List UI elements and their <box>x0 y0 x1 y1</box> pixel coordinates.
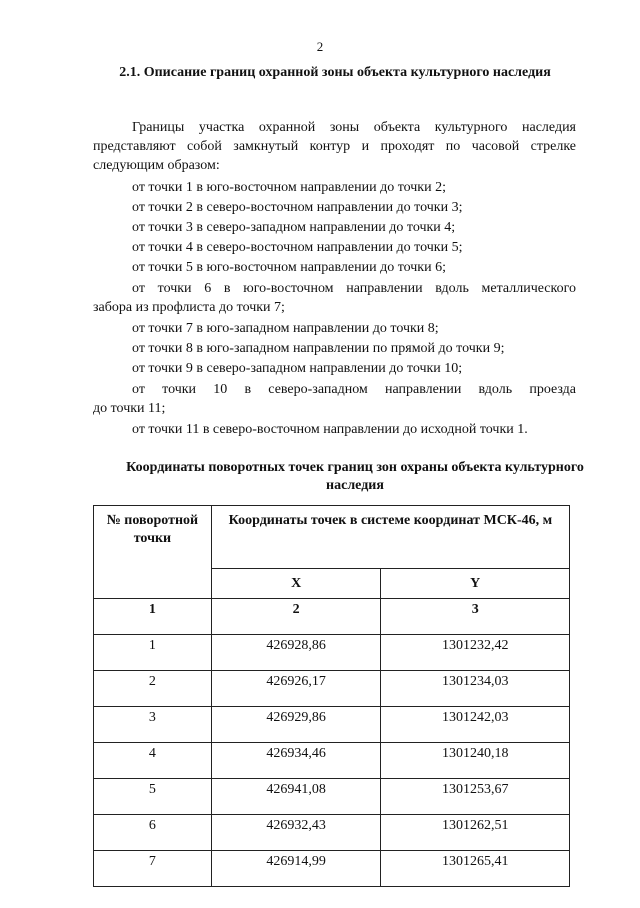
route-line: от точки 9 в северо-западном направлении до точки 10; <box>132 361 463 376</box>
y-cell: 1301265,41 <box>381 851 570 887</box>
section-title: 2.1. Описание границ охранной зоны объекта культурного наследия <box>119 65 551 80</box>
y-cell: 1301234,03 <box>381 671 570 707</box>
y-cell: 1301240,18 <box>381 743 570 779</box>
point-number-cell: 6 <box>94 815 212 851</box>
route-line: от точки 8 в юго-западном направлении по прямой до точки 9; <box>132 341 505 356</box>
y-cell: 1301232,42 <box>381 635 570 671</box>
x-cell: 426929,86 <box>211 707 381 743</box>
route-line: от точки 4 в северо-восточном направлении до точки 5; <box>132 240 463 255</box>
table-row <box>94 635 570 671</box>
x-cell: 426934,46 <box>211 743 381 779</box>
route-line: до точки 11; <box>93 401 166 416</box>
route-line: от точки 7 в юго-западном направлении до точки 8; <box>132 321 439 336</box>
column-number: 3 <box>381 599 570 635</box>
col-header-coordinates: Координаты точек в системе координат МСК-46, м <box>211 506 569 569</box>
point-number-cell: 3 <box>94 707 212 743</box>
point-number-cell: 4 <box>94 743 212 779</box>
route-line: забора из профлиста до точки 7; <box>93 300 285 315</box>
table-row <box>94 743 570 779</box>
x-cell: 426928,86 <box>211 635 381 671</box>
route-line: от точки 2 в северо-восточном направлении до точки 3; <box>132 200 463 215</box>
table-row <box>94 671 570 707</box>
route-line: от точки 6 в юго-восточном направлении вдоль металлического <box>132 281 576 296</box>
col-header-x: X <box>211 569 381 599</box>
table-row <box>94 851 570 887</box>
route-line: от точки 3 в северо-западном направлении до точки 4; <box>132 220 456 235</box>
table-row <box>94 779 570 815</box>
intro-line-3: следующим образом: <box>93 158 220 173</box>
route-line: от точки 1 в юго-восточном направлении до точки 2; <box>132 180 446 195</box>
route-line: от точки 10 в северо-западном направлении вдоль проезда <box>132 382 576 397</box>
intro-line-2: представляют собой замкнутый контур и проходят по часовой стрелке <box>93 139 576 154</box>
point-number-cell: 5 <box>94 779 212 815</box>
route-line: от точки 5 в юго-восточном направлении до точки 6; <box>132 260 446 275</box>
table-row <box>94 815 570 851</box>
table-row <box>94 707 570 743</box>
x-cell: 426914,99 <box>211 851 381 887</box>
y-cell: 1301242,03 <box>381 707 570 743</box>
column-number: 1 <box>94 599 212 635</box>
col-header-y: Y <box>381 569 570 599</box>
column-number: 2 <box>211 599 381 635</box>
y-cell: 1301262,51 <box>381 815 570 851</box>
route-line: от точки 11 в северо-восточном направлении до исходной точки 1. <box>132 422 528 437</box>
page-number: 2 <box>316 39 324 54</box>
intro-line-1: Границы участка охранной зоны объекта культурного наследия <box>132 120 576 135</box>
x-cell: 426932,43 <box>211 815 381 851</box>
table-title: Координаты поворотных точек границ зон охраны объекта культурного наследия <box>126 460 584 493</box>
coordinates-table <box>93 505 570 887</box>
x-cell: 426926,17 <box>211 671 381 707</box>
point-number-cell: 1 <box>94 635 212 671</box>
col-header-point-number: № поворотной точки <box>94 506 212 599</box>
x-cell: 426941,08 <box>211 779 381 815</box>
point-number-cell: 7 <box>94 851 212 887</box>
point-number-cell: 2 <box>94 671 212 707</box>
y-cell: 1301253,67 <box>381 779 570 815</box>
